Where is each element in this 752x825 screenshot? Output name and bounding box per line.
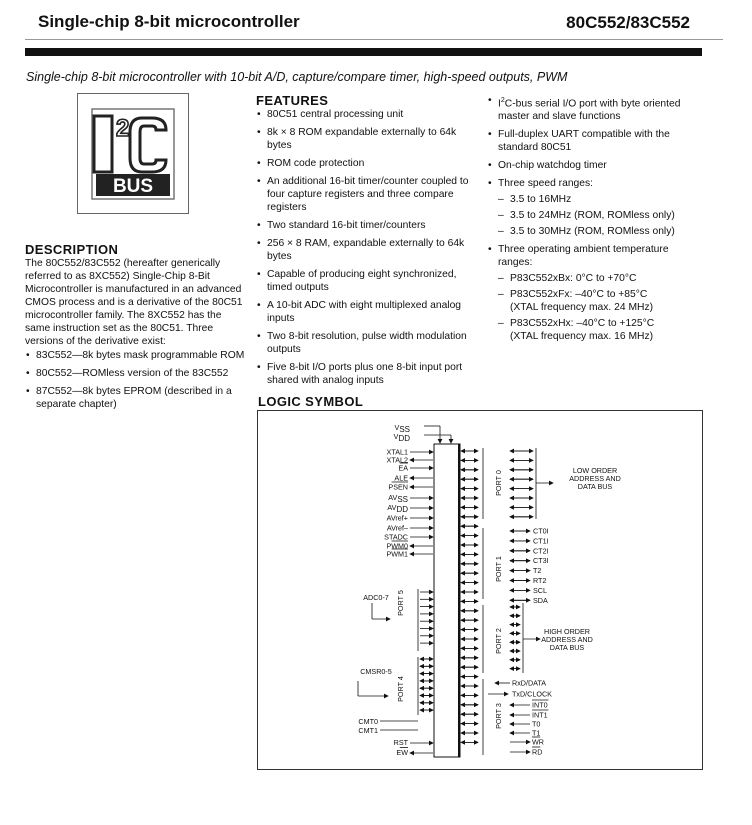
- logic-symbol-heading: LOGIC SYMBOL: [258, 394, 364, 409]
- left-pin-label: AVref–: [386, 523, 408, 533]
- port0-desc: ADDRESS AND: [569, 474, 621, 483]
- vss-label: VSS: [394, 423, 410, 434]
- part-number: 80C552/83C552: [566, 13, 690, 32]
- list-item: • Full-duplex UART compatible with the standard 80C51: [487, 128, 702, 154]
- port2-desc: DATA BUS: [549, 643, 585, 652]
- ew-label: EW: [396, 748, 408, 757]
- port1-pin-label: SDA: [533, 595, 548, 605]
- features-column-2: [487, 94, 702, 346]
- port1-pin-label: CT2I: [533, 546, 549, 556]
- logo-superscript: 2: [116, 115, 130, 142]
- cmt1-label: CMT1: [358, 726, 378, 735]
- list-item: • A 10-bit ADC with eight multiplexed analog inputs: [256, 299, 471, 325]
- list-item: – 3.5 to 30MHz (ROM, ROMless only): [487, 225, 702, 238]
- list-item: • $I^2C$-bus serial I/O port with byte oriented master and slave functions: [487, 94, 702, 123]
- port0-desc: LOW ORDER: [572, 466, 618, 475]
- port3-pin-label: T0: [532, 719, 541, 729]
- list-item: • Five 8-bit I/O ports plus one 8-bit input port shared with analog inputs: [256, 361, 471, 387]
- port3-pin-label: INT0: [532, 700, 548, 710]
- i2c-logo-icon: [78, 94, 188, 213]
- port1-pin-label: T2: [533, 566, 542, 576]
- list-item: • 87C552—8k bytes EPROM (described in a separate chapter): [25, 385, 247, 411]
- rst-label: RST: [393, 738, 408, 747]
- analog-pin-label: AVSS: [388, 493, 408, 504]
- list-item: • 8k × 8 ROM expandable externally to 64k bytes: [256, 126, 471, 152]
- page-title: Single-chip 8-bit microcontroller: [38, 12, 300, 31]
- version-list: [25, 349, 247, 411]
- port0-desc: DATA BUS: [577, 482, 613, 491]
- list-item: – 3.5 to 24MHz (ROM, ROMless only): [487, 209, 702, 222]
- port3-pin-label: RxD/DATA: [512, 678, 547, 688]
- left-pin-label: ALE: [394, 473, 408, 483]
- header-bar: [25, 48, 702, 56]
- list-item: • An additional 16-bit timer/counter coupled to four capture registers and three compare registers: [256, 175, 471, 214]
- cmt0-label: CMT0: [358, 717, 378, 726]
- left-pin-label: PWM0: [386, 541, 408, 551]
- list-item: • Two standard 16-bit timer/counters: [256, 219, 471, 232]
- list-item: • 83C552—8k bytes mask programmable ROM: [25, 349, 247, 362]
- list-item: – P83C552xHx: –40°C to +125°C: [487, 317, 702, 330]
- description-heading: DESCRIPTION: [25, 242, 119, 257]
- list-item-note: (XTAL frequency max. 16 MHz): [510, 331, 654, 343]
- list-item: • Capable of producing eight synchronized, timed outputs: [256, 268, 471, 294]
- left-pin-label: PSEN: [388, 482, 408, 492]
- list-item: • 256 × 8 RAM, expandable externally to 64k bytes: [256, 237, 471, 263]
- port1-pin-label: SCL: [533, 585, 547, 595]
- port1-pin-label: CT1I: [533, 536, 549, 546]
- adc-label: ADC0-7: [363, 593, 389, 602]
- left-pin-label: STADC: [384, 532, 408, 542]
- port1-pin-label: CT0I: [533, 526, 549, 536]
- left-pin-label: XTAL1: [386, 447, 408, 457]
- port3-pin-label: INT1: [532, 710, 548, 720]
- left-pin-label: EA: [398, 463, 408, 473]
- list-item: • On-chip watchdog timer: [487, 159, 702, 172]
- subtitle: Single-chip 8-bit microcontroller with 10-bit A/D, capture/compare timer, high-speed outputs, PWM: [26, 70, 568, 84]
- list-item: • Three operating ambient temperature ranges:: [487, 243, 702, 269]
- header-rule: [25, 39, 723, 40]
- port2-desc: HIGH ORDER: [544, 627, 590, 636]
- vdd-label: VDD: [393, 432, 410, 443]
- features-heading: FEATURES: [256, 93, 329, 108]
- list-item: • ROM code protection: [256, 157, 471, 170]
- list-item: • 80C552—ROMless version of the 83C552: [25, 367, 247, 380]
- left-pin-label: PWM1: [386, 549, 408, 559]
- logic-symbol-diagram: [257, 410, 703, 770]
- list-item: • 80C51 central processing unit: [256, 108, 471, 121]
- description-section: [25, 257, 247, 416]
- list-item: • Two 8-bit resolution, pulse width modulation outputs: [256, 330, 471, 356]
- list-item: – P83C552xFx: –40°C to +85°C: [487, 288, 702, 301]
- left-pin-label: XTAL2: [386, 455, 408, 465]
- i2c-bus-logo: [77, 93, 189, 214]
- list-item: – P83C552xBx: 0°C to +70°C: [487, 272, 702, 285]
- logo-bus-text: BUS: [112, 176, 154, 197]
- list-item: • Three speed ranges:: [487, 177, 702, 190]
- port2-label: PORT 2: [494, 628, 503, 654]
- port0-label: PORT 0: [494, 470, 503, 496]
- port3-pin-label: T1: [532, 728, 541, 738]
- port3-label: PORT 3: [494, 703, 503, 729]
- port3-pin-label: WR: [532, 737, 544, 747]
- port5-label: PORT 5: [396, 590, 405, 616]
- port2-desc: ADDRESS AND: [541, 635, 593, 644]
- list-item: – 3.5 to 16MHz: [487, 193, 702, 206]
- port3-pin-label: RD: [532, 747, 543, 757]
- list-item-note: (XTAL frequency max. 24 MHz): [510, 302, 654, 314]
- left-pin-label: AVref+: [386, 513, 408, 523]
- port1-label: PORT 1: [494, 556, 503, 582]
- cmsr-label: CMSR0-5: [360, 667, 392, 676]
- port3-pin-label: TxD/CLOCK: [512, 689, 552, 699]
- features-column-1: [256, 108, 471, 392]
- description-text: The 80C552/83C552 (hereafter generically referred to as 8XC552) Single-Chip 8-Bit Microcontroller is manufactured in an advanced CMOS process and is a derivative of the 80C51 microcontroller family. The 8XC552 has the same instruction set as the 80C51. Three versions of the derivative exist:: [25, 258, 243, 347]
- analog-pin-label: AVDD: [387, 503, 408, 514]
- port4-label: PORT 4: [396, 676, 405, 702]
- port1-pin-label: CT3I: [533, 556, 549, 566]
- port1-pin-label: RT2: [533, 576, 547, 585]
- logic-symbol-svg: [258, 411, 702, 769]
